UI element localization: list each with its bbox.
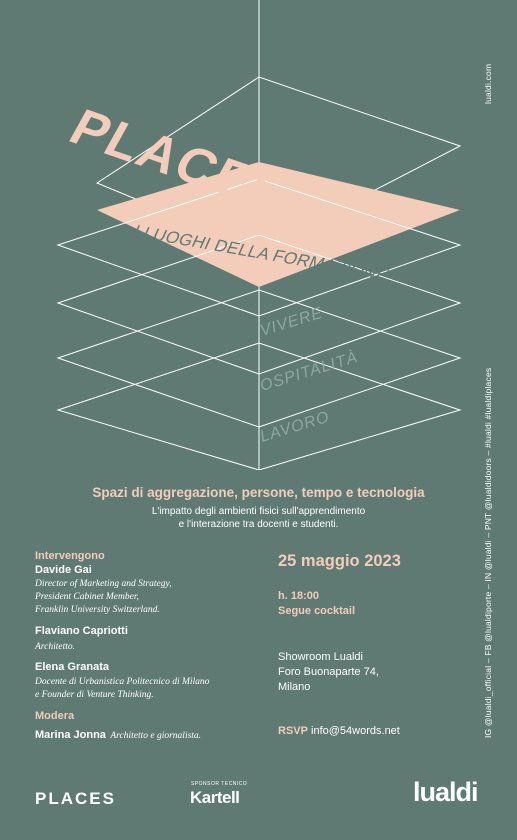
topic-lavoro: LAVORO [258, 408, 332, 446]
rsvp-email[interactable]: info@54words.net [311, 725, 400, 737]
speakers-heading: Intervengono [35, 550, 105, 562]
speaker-name: Flaviano Capriotti [35, 625, 128, 637]
sponsor-label: SPONSOR TECNICO [191, 781, 248, 787]
sponsor-logo-kartell: Kartell [190, 788, 240, 807]
moderator-role: Architetto e giornalista. [110, 731, 202, 741]
topic-ospitalita: OSPITALITÀ [258, 348, 361, 395]
intro-line-1: L'impatto degli ambienti fisici sull'apprendimento [151, 506, 366, 517]
event-time: h. 18:00 [278, 590, 319, 602]
speaker-role-line: Docente di Urbanistica Politecnico di Milano [35, 677, 210, 687]
moderator-heading: Modera [35, 710, 75, 722]
rsvp-label: RSVP [278, 725, 308, 737]
moderator-name: Marina Jonna [35, 729, 106, 741]
venue-city: Milano [278, 681, 311, 693]
hero-title: PLACES [60, 99, 300, 224]
speaker-role-line: President Cabinet Member, [35, 592, 139, 602]
lualdi-logo: lualdi [413, 777, 478, 807]
moderator-line [35, 725, 201, 743]
speaker-role-line: Architetto. [35, 642, 76, 652]
intro-line-2: e l'interazione tra docenti e studenti. [178, 519, 339, 530]
rsvp-line [278, 725, 400, 737]
site-url[interactable]: lualdi.com [483, 63, 493, 104]
speaker-role-line: e Founder di Venture Thinking. [35, 690, 154, 700]
venue-name: Showroom Lualdi [278, 651, 363, 663]
speaker-name: Davide Gai [35, 564, 92, 576]
topic-vivere: VIVERE [258, 304, 326, 340]
event-extra: Segue cocktail [278, 605, 356, 617]
headline: Spazi di aggregazione, persone, tempo e tecnologia [92, 485, 425, 500]
places-logo: PLACES [35, 789, 116, 808]
social-caption: IG @lualdi_official – FB @lualdiporte – IN @lualdi – PNT @lualdidoors – #lualdi #lualdiplaces [483, 367, 493, 738]
hero-subtitle: I LUOGHI DELLA FORMAZIONE [130, 221, 393, 285]
venue-street: Foro Buonaparte 74, [278, 666, 379, 678]
speaker-role-line: Franklin University Switzerland. [35, 605, 160, 615]
event-date: 25 maggio 2023 [278, 552, 401, 570]
speaker-name: Elena Granata [35, 661, 109, 673]
speaker-role-line: Director of Marketing and Strategy, [35, 579, 172, 589]
